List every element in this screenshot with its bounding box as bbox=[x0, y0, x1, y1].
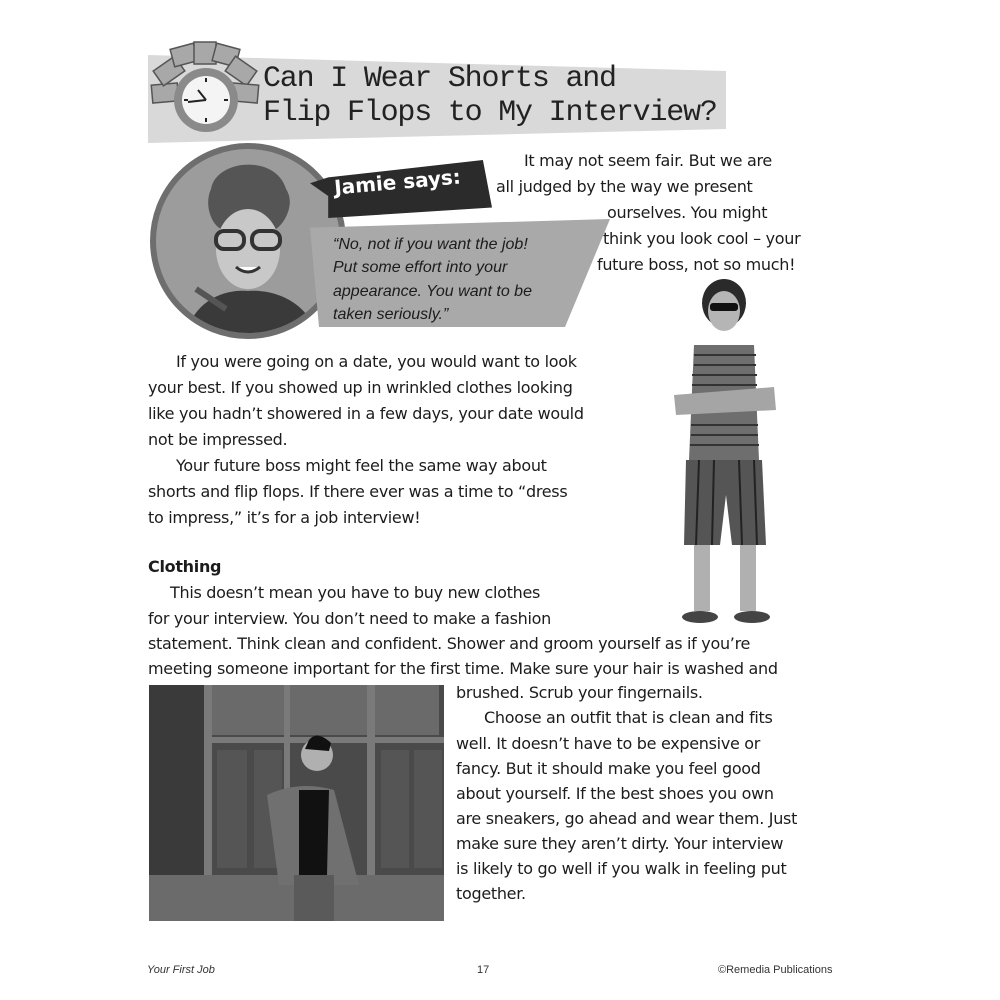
body-line: together. bbox=[456, 884, 526, 903]
body-line: statement. Think clean and confident. Shower and groom yourself as if you’re bbox=[148, 634, 751, 653]
body-line: your best. If you showed up in wrinkled clothes looking bbox=[148, 378, 573, 397]
body-line: are sneakers, go ahead and wear them. Just bbox=[456, 809, 798, 828]
body-line: This doesn’t mean you have to buy new clothes bbox=[170, 583, 541, 602]
body-line: meeting someone important for the first time. Make sure your hair is washed and bbox=[148, 659, 778, 678]
clock-money-icon bbox=[150, 40, 262, 135]
intro-line: all judged by the way we present bbox=[496, 177, 753, 196]
quote-line: “No, not if you want the job! bbox=[333, 236, 528, 253]
casual-man-photo bbox=[664, 275, 798, 627]
body-line: make sure they aren’t dirty. Your interview bbox=[456, 834, 784, 853]
body-line: Your future boss might feel the same way about bbox=[176, 456, 547, 475]
body-line: not be impressed. bbox=[148, 430, 288, 449]
body-line: like you hadn’t showered in a few days, your date would bbox=[148, 404, 584, 423]
section-heading-clothing: Clothing bbox=[148, 557, 222, 576]
body-line: brushed. Scrub your fingernails. bbox=[456, 683, 703, 702]
man-walking-image bbox=[149, 685, 444, 921]
body-line: If you were going on a date, you would want to look bbox=[176, 352, 577, 371]
quote-line: Put some effort into your bbox=[333, 259, 508, 276]
quote-line: appearance. You want to be bbox=[333, 283, 532, 300]
intro-line: ourselves. You might bbox=[607, 203, 768, 222]
street-man-photo bbox=[149, 685, 444, 921]
body-line: for your interview. You don’t need to make a fashion bbox=[148, 609, 551, 628]
quote-line: taken seriously.” bbox=[333, 306, 449, 323]
page-title-line-1: Can I Wear Shorts and bbox=[263, 62, 616, 96]
intro-line: It may not seem fair. But we are bbox=[524, 151, 772, 170]
body-line: is likely to go well if you walk in feeling put bbox=[456, 859, 787, 878]
body-line: well. It doesn’t have to be expensive or bbox=[456, 734, 761, 753]
footer-book-title: Your First Job bbox=[147, 964, 215, 976]
intro-line: future boss, not so much! bbox=[597, 255, 796, 274]
intro-line: think you look cool – your bbox=[603, 229, 801, 248]
footer-page-number: 17 bbox=[477, 964, 490, 976]
footer-copyright: ©Remedia Publications bbox=[718, 964, 833, 976]
body-line: shorts and flip flops. If there ever was a time to “dress bbox=[148, 482, 568, 501]
body-line: fancy. But it should make you feel good bbox=[456, 759, 761, 778]
speaker-label: Jamie says: bbox=[333, 164, 462, 200]
page-title-line-2: Flip Flops to My Interview? bbox=[263, 96, 717, 130]
body-line: Choose an outfit that is clean and fits bbox=[484, 708, 773, 727]
body-line: about yourself. If the best shoes you own bbox=[456, 784, 774, 803]
body-line: to impress,” it’s for a job interview! bbox=[148, 508, 421, 527]
